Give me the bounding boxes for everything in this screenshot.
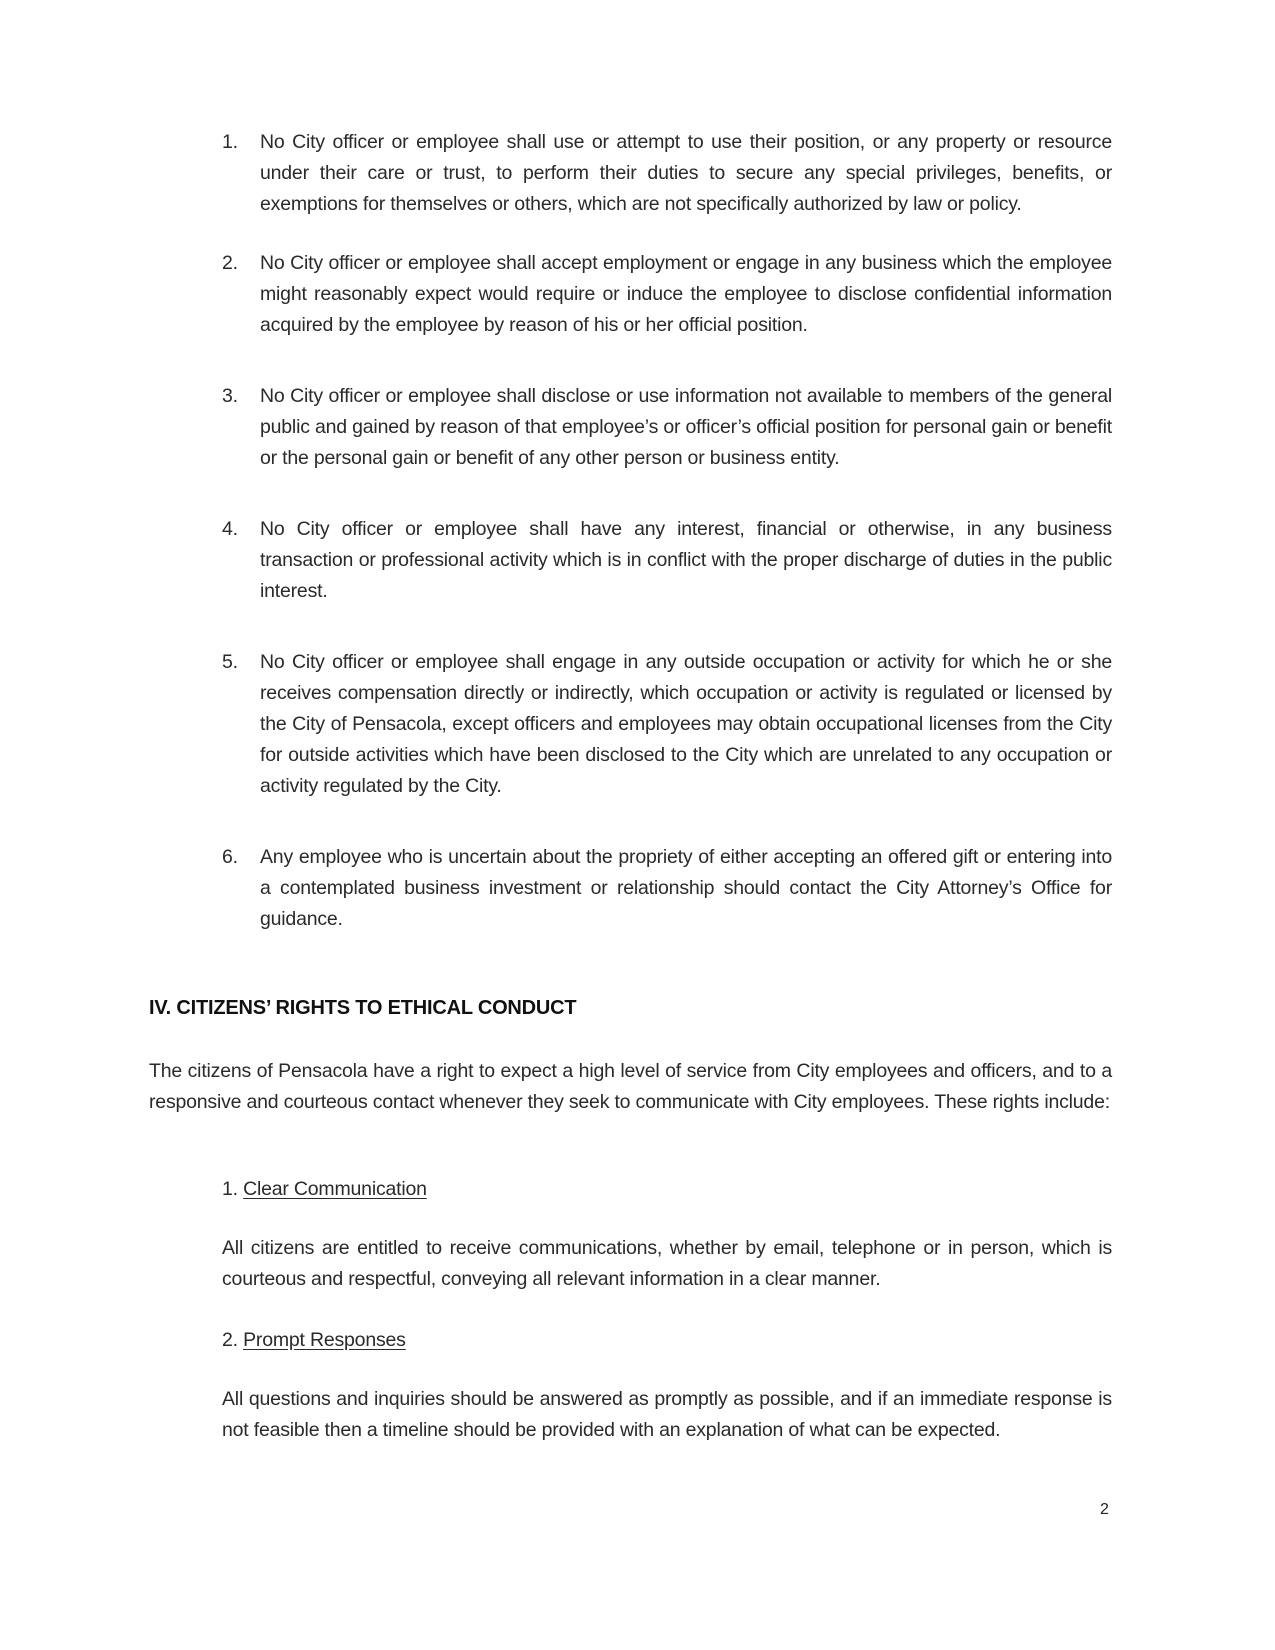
- list-item: [222, 381, 1112, 474]
- page-number: 2: [1100, 1501, 1109, 1518]
- list-item: [222, 248, 1112, 341]
- list-text: No City officer or employee shall have any interest, financial or otherwise, in any business transaction or professional activity which is in conflict with the proper discharge of duties in the public interest.: [260, 518, 1112, 602]
- right-paragraph: All citizens are entitled to receive communications, whether by email, telephone or in person, which is courteous and respectful, conveying all relevant information in a clear manner.: [222, 1237, 1112, 1290]
- list-item: [222, 647, 1112, 802]
- section-heading: IV. CITIZENS’ RIGHTS TO ETHICAL CONDUCT: [149, 997, 577, 1019]
- list-text: No City officer or employee shall disclose or use information not available to members of the general public and gained by reason of that employee’s or officer’s official position for personal gain or benefit or the personal gain or benefit of any other person or business entity.: [260, 385, 1112, 469]
- list-text: No City officer or employee shall engage in any outside occupation or activity for which he or she receives compensation directly or indirectly, which occupation or activity is regulated or licensed by the City of Pensacola, except officers and employees may obtain occupational licenses from the City for outside activities which have been disclosed to the City which are unrelated to any occupation or activity regulated by the City.: [260, 651, 1112, 797]
- list-number: 5.: [222, 651, 238, 673]
- right-heading-clear-communication: [222, 1174, 427, 1205]
- conduct-rules-list: [222, 127, 1112, 935]
- list-number: 6.: [222, 846, 238, 868]
- list-text: Any employee who is uncertain about the propriety of either accepting an offered gift or entering into a contemplated business investment or relationship should contact the City Attorney’s Office for guidance.: [260, 846, 1112, 930]
- list-item: [222, 842, 1112, 935]
- right-number: 1.: [222, 1178, 238, 1200]
- intro-paragraph: The citizens of Pensacola have a right to expect a high level of service from City employees and officers, and to a responsive and courteous contact whenever they seek to communicate with City employees. These rights include:: [149, 1060, 1112, 1113]
- list-text: No City officer or employee shall accept employment or engage in any business which the employee might reasonably expect would require or induce the employee to disclose confidential information acquired by the employee by reason of his or her official position.: [260, 252, 1112, 336]
- right-number: 2.: [222, 1329, 238, 1351]
- right-paragraph: All questions and inquiries should be answered as promptly as possible, and if an immediate response is not feasible then a timeline should be provided with an explanation of what can be expected.: [222, 1388, 1112, 1441]
- list-text: No City officer or employee shall use or attempt to use their position, or any property or resource under their care or trust, to perform their duties to secure any special privileges, benefits, or exemptions for themselves or others, which are not specifically authorized by law or policy.: [260, 131, 1112, 215]
- list-number: 1.: [222, 131, 238, 153]
- right-heading-prompt-responses: [222, 1325, 406, 1356]
- list-item: [222, 127, 1112, 220]
- right-title: Prompt Responses: [243, 1329, 406, 1351]
- list-number: 3.: [222, 385, 238, 407]
- list-number: 2.: [222, 252, 238, 274]
- list-number: 4.: [222, 518, 238, 540]
- right-title: Clear Communication: [243, 1178, 427, 1200]
- list-item: [222, 514, 1112, 607]
